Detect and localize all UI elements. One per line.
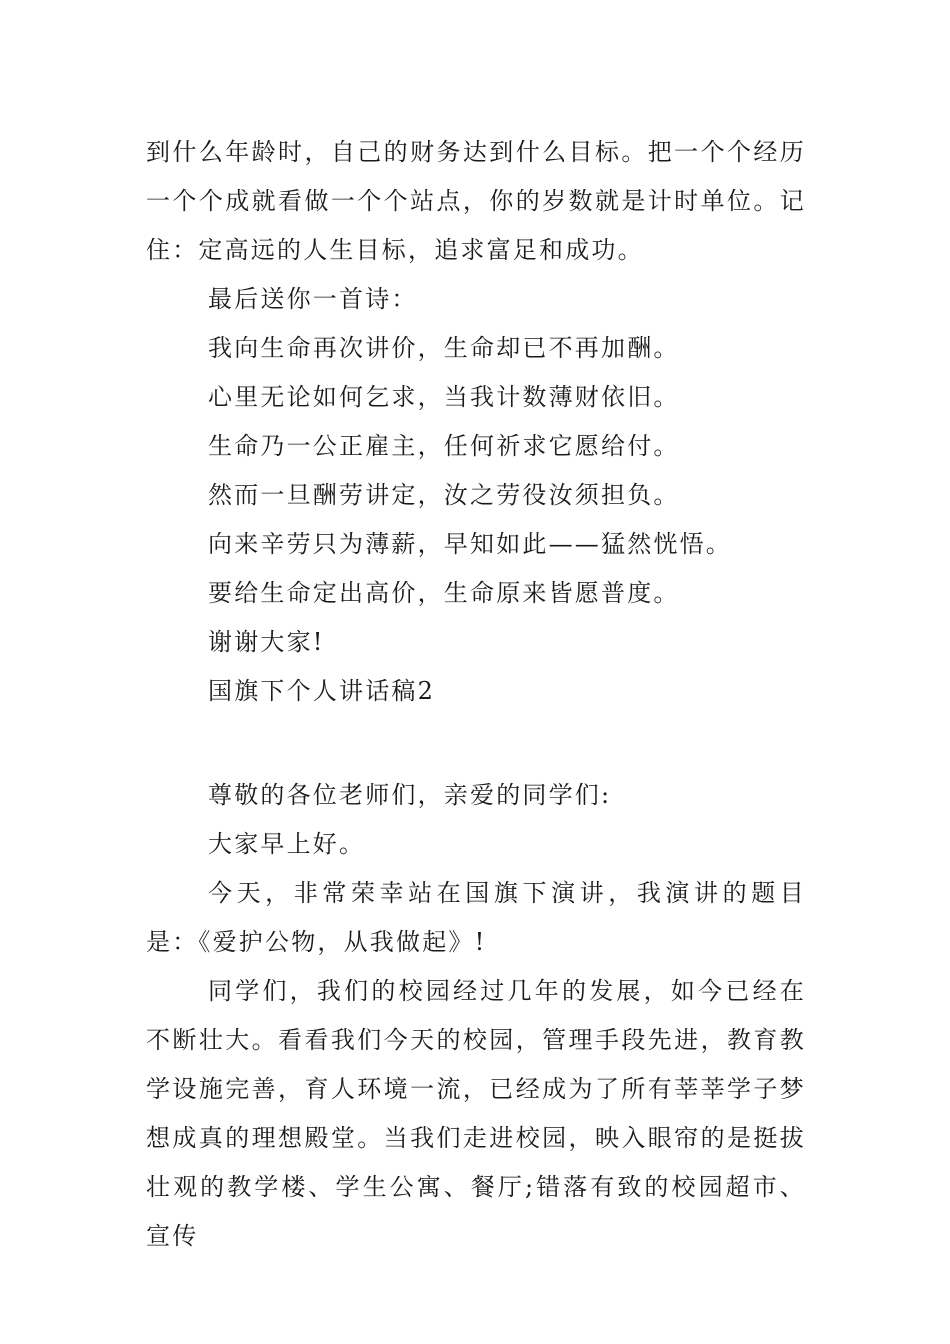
body-paragraph: 同学们，我们的校园经过几年的发展，如今已经在不断壮大。看看我们今天的校园，管理手段先进，教育教学设施完善，育人环境一流，已经成为了所有莘莘学子梦想成真的理想殿堂。当我们走进校园，映入眼帘的是挺拔壮观的教学楼、学生公寓、餐厅;错落有致的校园超市、宣传	[146, 977, 806, 1250]
poem-intro: 最后送你一首诗：	[208, 285, 418, 313]
poem-line: 我向生命再次讲价，生命却已不再加酬。	[208, 334, 680, 362]
poem-line: 然而一旦酬劳讲定，汝之劳役汝须担负。	[208, 481, 680, 509]
poem-line: 向来辛劳只为薄薪，早知如此——猛然恍悟。	[208, 530, 732, 558]
poem-line: 要给生命定出高价，生命原来皆愿普度。	[208, 579, 680, 607]
speech-intro: 今天，非常荣幸站在国旗下演讲，我演讲的题目是：《爱护公物，从我做起》!	[146, 879, 806, 956]
greeting: 大家早上好。	[208, 830, 366, 858]
poem-line: 心里无论如何乞求，当我计数薄财依旧。	[208, 383, 680, 411]
section-title: 国旗下个人讲话稿2	[208, 677, 436, 705]
poem-line: 生命乃一公正雇主，任何祈求它愿给付。	[208, 432, 680, 460]
document-body-bottom	[146, 771, 806, 1261]
thanks-line: 谢谢大家!	[208, 628, 325, 656]
paragraph-intro: 到什么年龄时，自己的财务达到什么目标。把一个个经历一个个成就看做一个个站点，你的岁数就是计时单位。记住：定高远的人生目标，追求富足和成功。	[146, 138, 806, 264]
document-body-top	[146, 128, 806, 716]
salutation: 尊敬的各位老师们，亲爱的同学们:	[208, 781, 612, 809]
